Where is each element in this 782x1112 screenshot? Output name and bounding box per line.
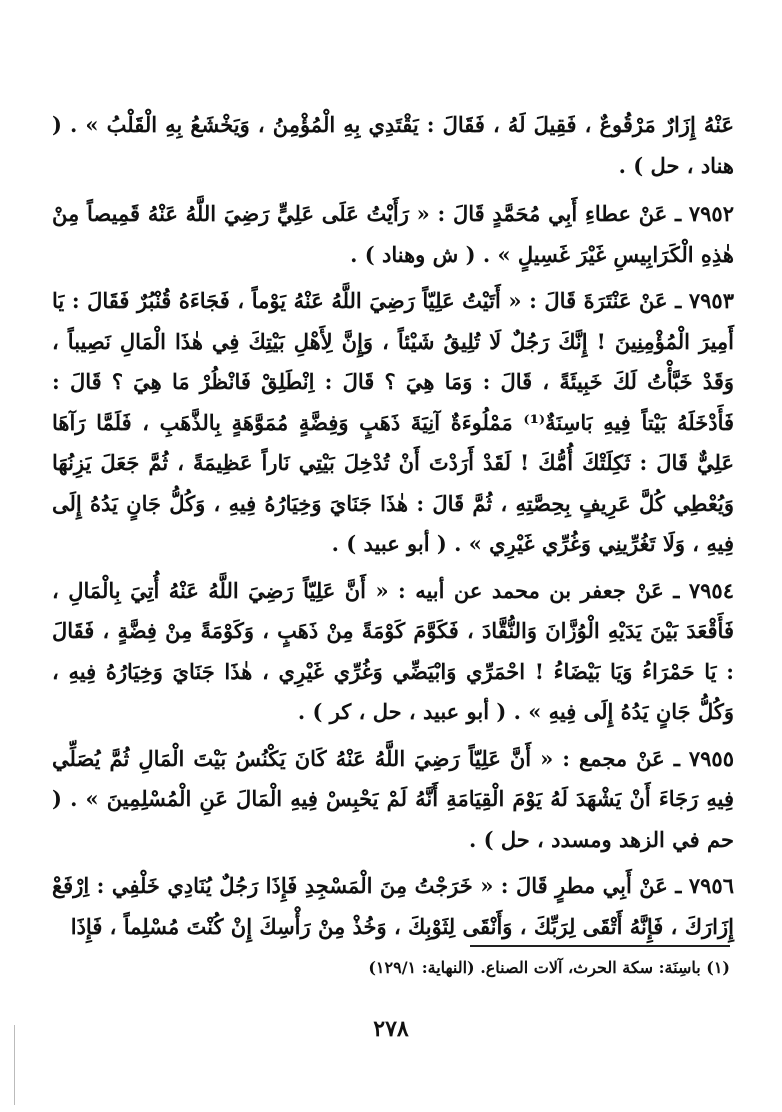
hadith-7956: ٧٩٥٦ ـ عَنْ أَبِي مطرٍ قَالَ : « خَرَجْتُ مِنَ الْمَسْجِدِ فَإِذَا رَجُلٌ يُنَادِي خَلْفِي : اِرْفَعْ إِزَارَكَ ، فَإِنَّهُ أَتْقَى لِرَبِّكَ ، وَأَنْقَى لِثَوْبِكَ ، وَخُذْ مِنْ رَأْسِكَ إِنْ كُنْتَ مُسْلِماً ، فَإِذَا <box>52 873 734 939</box>
footnote-divider <box>470 945 730 947</box>
main-text <box>52 105 734 953</box>
hadith-7953: ٧٩٥٣ ـ عَنْ عَنْتَرَةَ قَالَ : « أَتَيْتُ عَلِيّاً رَضِيَ اللَّهُ عَنْهُ يَوْماً ، فَجَاءَهُ قُنْبُرٌ فَقَالَ : يَا أَمِيرَ الْمُؤْمِنِينَ ! إِنَّكَ رَجُلٌ لَا تُلِيقُ شَيْئاً ، وَإِنَّ لِأَهْلِ بَيْتِكَ فِي هٰذَا الْمَالِ نَصِيباً ، وَقَدْ خَبَّأْتُ لَكَ خَبِيئَةً ، قَالَ : وَمَا هِيَ ؟ قَالَ : اِنْطَلِقْ فَانْظُرْ مَا هِيَ ؟ قَالَ : فَأَدْخَلَهُ بَيْتاً فِيهِ بَاسِنَةٌ⁽¹⁾ مَمْلُوءَةٌ آنِيَةَ ذَهَبٍ وَفِضَّةٍ مُمَوَّهَةٍ بِالذَّهَبِ ، فَلَمَّا رَآهَا عَلِيٌّ قَالَ : ثَكِلَتْكَ أُمُّكَ ! لَقَدْ أَرَدْتَ أَنْ تُدْخِلَ بَيْتِي نَاراً عَظِيمَةً ، ثُمَّ جَعَلَ يَزِنُهَا وَيُعْطِي كُلَّ عَرِيفٍ بِحِصَّتِهِ ، ثُمَّ قَالَ : هٰذَا جَنَايَ وَخِيَارُهُ فِيهِ ، وَكُلُّ جَانٍ يَدُهُ إِلَى فِيهِ ، وَلَا تَغُرِّينِي وَغُرِّي غَيْرِي » . ( أبو عبيد ) . <box>52 288 735 556</box>
hadith-7954: ٧٩٥٤ ـ عَنْ جعفر بن محمد عن أبيه : « أَنَّ عَلِيّاً رَضِيَ اللَّهُ عَنْهُ أُتِيَ بِالْمَالِ ، فَأَقْعَدَ بَيْنَ يَدَيْهِ الْوُزَّانَ وَالنُّقَّادَ ، فَكَوَّمَ كَوْمَةً مِنْ ذَهَبٍ ، وَكَوْمَةً مِنْ فِضَّةٍ ، فَقَالَ : يَا حَمْرَاءُ وَيَا بَيْضَاءُ ! احْمَرِّي وَابْيَضِّي وَغُرِّي غَيْرِي ، هٰذَا جَنَايَ وَخِيَارُهُ فِيهِ ، وَكُلُّ جَانٍ يَدُهُ إِلَى فِيهِ » . ( أبو عبيد ، حل ، كر ) . <box>52 577 734 724</box>
page-number: ٢٧٨ <box>373 1016 409 1042</box>
hadith-7952: ٧٩٥٢ ـ عَنْ عطاءِ أَبِي مُحَمَّدٍ قَالَ : « رَأَيْتُ عَلَى عَلِيٍّ رَضِيَ اللَّهُ عَنْهُ قَمِيصاً مِنْ هٰذِهِ الْكَرَابِيسِ غَيْرَ غَسِيلٍ » . ( ش وهناد ) . <box>52 201 734 267</box>
scan-margin-line <box>14 1025 15 1105</box>
footnote: (١) باسِنَة: سكة الحرث، آلات الصناع. (النهاية: ١٢٩/١) <box>368 958 730 977</box>
paragraph-continuation: عَنْهُ إِزَارٌ مَرْقُوعٌ ، فَقِيلَ لَهُ ، فَقَالَ : يَقْتَدِي بِهِ الْمُؤْمِنُ ، وَيَخْشَعُ بِهِ الْقَلْبُ » . ( هناد ، حل ) . <box>52 112 734 178</box>
hadith-7955: ٧٩٥٥ ـ عَنْ مجمع : « أَنَّ عَلِيّاً رَضِيَ اللَّهُ عَنْهُ كَانَ يَكْنُسُ بَيْتَ الْمَالِ ثُمَّ يُصَلِّي فِيهِ رَجَاءَ أَنْ يَشْهَدَ لَهُ يَوْمَ الْقِيَامَةِ أَنَّهُ لَمْ يَحْبِسْ فِيهِ الْمَالَ عَنِ الْمُسْلِمِينَ » . ( حم في الزهد ومسدد ، حل ) . <box>52 745 734 852</box>
